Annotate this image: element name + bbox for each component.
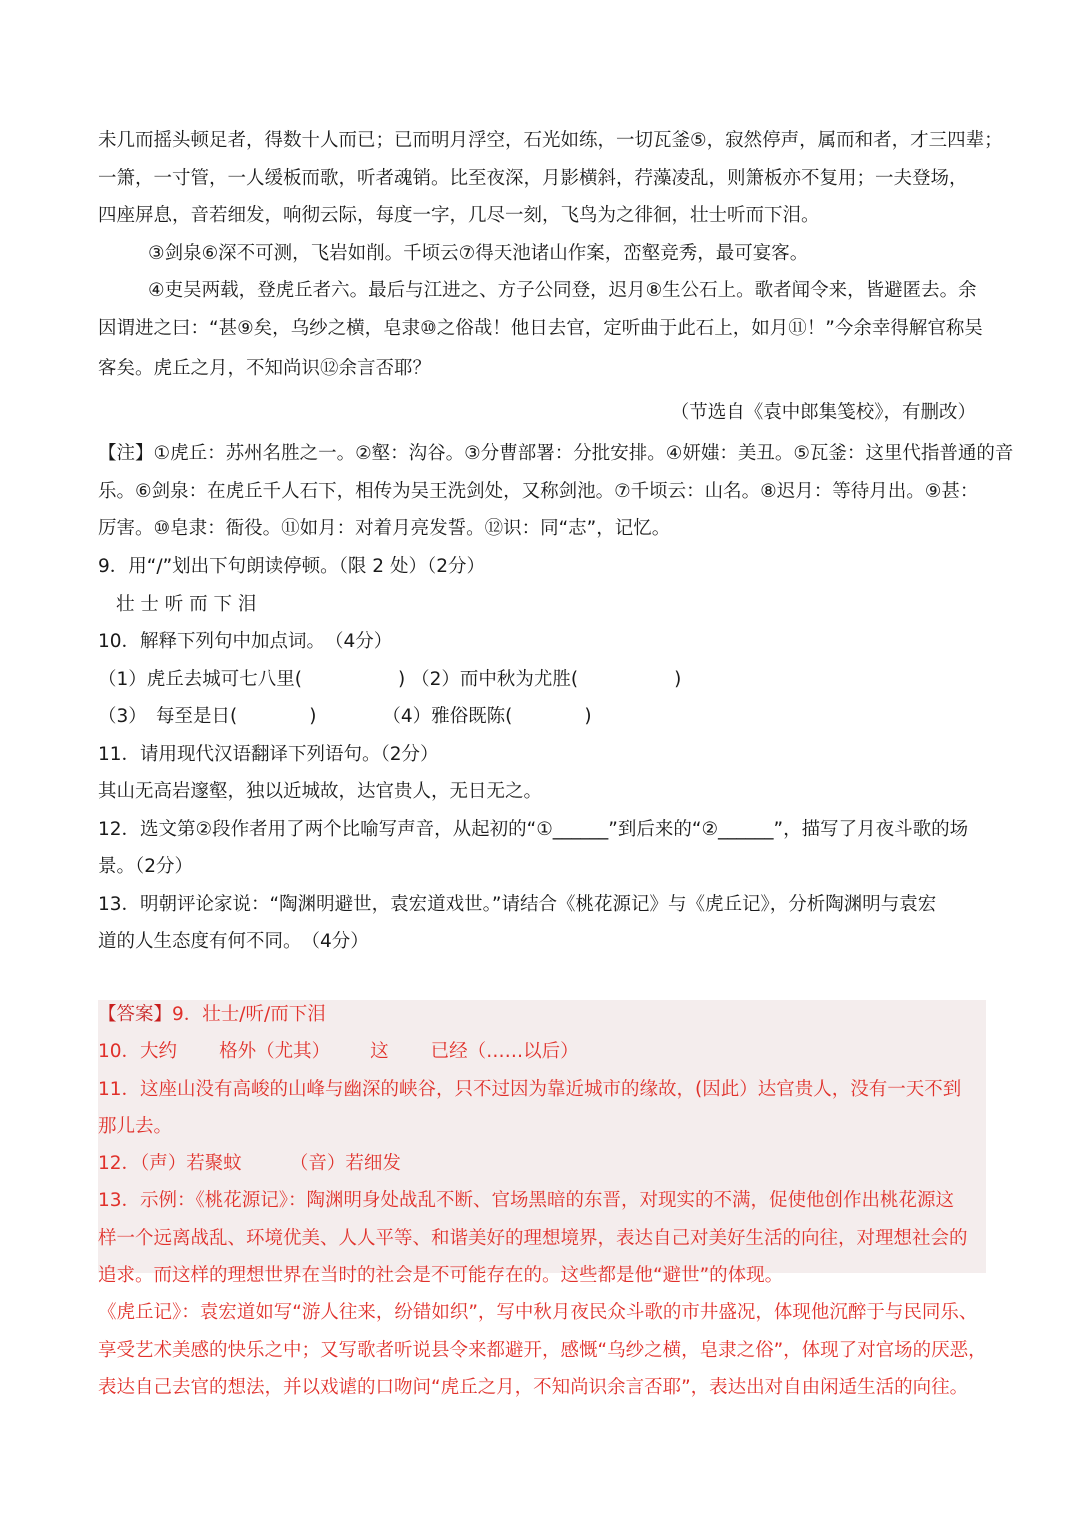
question-11-sentence: 其山无高岩邃壑，独以近城故，达官贵人，无日无之。: [98, 781, 543, 802]
answer-13-cont: 享受艺术美感的快乐之中；又写歌者听说县令来都避开，感慨“乌纱之横，皂隶之俗”，体现了对官场的厌恶，: [98, 1339, 987, 1361]
passage-line: 四座屏息，音若细发，响彻云际，每度一字，几尽一刻，飞鸟为之徘徊，壮士听而下泪。: [98, 205, 820, 226]
passage-source: （节选自《袁中郎集笺校》，有删改）: [670, 402, 976, 423]
question-13: 13．明朝评论家说：“陶渊明避世，袁宏道戏世。”请结合《桃花源记》与《虎丘记》，分析陶渊明与袁宏: [98, 893, 937, 915]
note-line: 厉害。⑩皂隶：衙役。⑪如月：对着月亮发誓。⑫识：同“志”，记忆。: [98, 518, 671, 539]
q10-item-4: （4）雅俗既陈(: [382, 706, 513, 727]
q10-item-3: （3） 每至是日(: [98, 706, 238, 727]
question-12-cont: 景。（2分）: [98, 856, 194, 877]
answer-13-cont: 《虎丘记》：袁宏道如写“游人往来，纷错如织”，写中秋月夜民众斗歌的市井盛况，体现他沉醉于与民同乐、: [98, 1302, 978, 1324]
passage-line: 因谓进之曰：“甚⑨矣，乌纱之横，皂隶⑩之俗哉！他日去官，定听曲于此石上，如月⑪！”今余幸得解官称吴: [98, 317, 983, 339]
question-11: 11．请用现代汉语翻译下列语句。（2分）: [98, 743, 439, 765]
answer-10: 10．大约 格外（尤其） 这 已经（……以后）: [98, 1041, 579, 1063]
answer-13-cont: 样一个远离战乱、环境优美、人人平等、和谐美好的理想境界，表达自己对美好生活的向往，对理想社会的: [98, 1227, 968, 1249]
q10-item-2: （2）而中秋为尤胜(: [411, 668, 579, 690]
question-10: 10．解释下列句中加点词。 （4分）: [98, 631, 393, 652]
passage-line: ④吏吴两载，登虎丘者六。最后与江进之、方子公同登，迟月⑧生公石上。歌者闻令来，皆避匿去。余: [148, 280, 977, 301]
passage-text: [98, 122, 1014, 548]
question-12: 12．选文第②段作者用了两个比喻写声音，从起初的“①______”到后来的“②______”，描写了月夜斗歌的场: [98, 818, 969, 840]
question-9-sentence: 壮 士 听 而 下 泪: [116, 593, 257, 615]
answer-11-cont: 那儿去。: [98, 1115, 173, 1137]
answer-13-cont: 追求。而这样的理想世界在当时的社会是不可能存在的。这些都是他“避世”的体现。: [98, 1265, 784, 1287]
passage-line: 未几而摇头顿足者，得数十人而已；已而明月浮空，石光如练，一切瓦釜⑤，寂然停声，属而和者，才三四辈；: [98, 130, 1003, 151]
question-9: 9．用“/”划出下句朗读停顿。（限 2 处）（2分）: [98, 556, 485, 577]
questions: [98, 548, 988, 961]
answer-13-cont: 表达自己去官的想法，并以戏谑的口吻问“虎丘之月，不知尚识余言否耶”，表达出对自由闲适生活的向往。: [98, 1376, 969, 1398]
answer-tag: 【答案】: [98, 1004, 173, 1025]
q10-blank-2[interactable]: ): [674, 668, 682, 690]
answers: [98, 996, 988, 1406]
passage-line: 一箫，一寸管，一人缓板而歌，听者魂销。比至夜深，月影横斜，荇藻凌乱，则箫板亦不复用；一夫登场，: [98, 167, 968, 189]
q10-blank-4[interactable]: ): [584, 706, 592, 727]
note-line: 【注】①虎丘：苏州名胜之一。②壑：沟谷。③分曹部署：分批安排。④妍媸：美丑。⑤瓦釜：这里代指普通的音: [98, 443, 1014, 464]
passage-line: 客矣。虎丘之月，不知尚识⑫余言否耶？: [98, 358, 432, 379]
question-10-row2: [98, 698, 988, 736]
question-10-row1: [98, 661, 988, 699]
answer-13: 13．示例：《桃花源记》：陶渊明身处战乱不断、官场黑暗的东晋，对现实的不满，促使他创作出桃花源这: [98, 1190, 955, 1212]
q10-item-1: （1）虎丘去城可七八里(: [98, 668, 302, 690]
passage-line: ③剑泉⑥深不可测，飞岩如削。千顷云⑦得天池诸山作案，峦壑竞秀，最可宴客。: [148, 242, 809, 264]
question-13-cont: 道的人生态度有何不同。 （4分）: [98, 931, 369, 952]
answer-11: 11．这座山没有高峻的山峰与幽深的峡谷，只不过因为靠近城市的缘故，(因此）达官贵人，没有一天不到: [98, 1078, 962, 1100]
answer-9: 【答案】9．壮士/听/而下泪: [98, 1004, 326, 1025]
answer-12: 12．（声）若聚蚊 （音）若细发: [98, 1153, 401, 1175]
q10-blank-1[interactable]: ): [398, 668, 406, 690]
q10-blank-3[interactable]: ): [309, 706, 317, 727]
note-line: 乐。⑥剑泉：在虎丘千人石下，相传为吴王洗剑处，又称剑池。⑦千顷云：山名。⑧迟月：等待月出。⑨甚：: [98, 480, 979, 502]
